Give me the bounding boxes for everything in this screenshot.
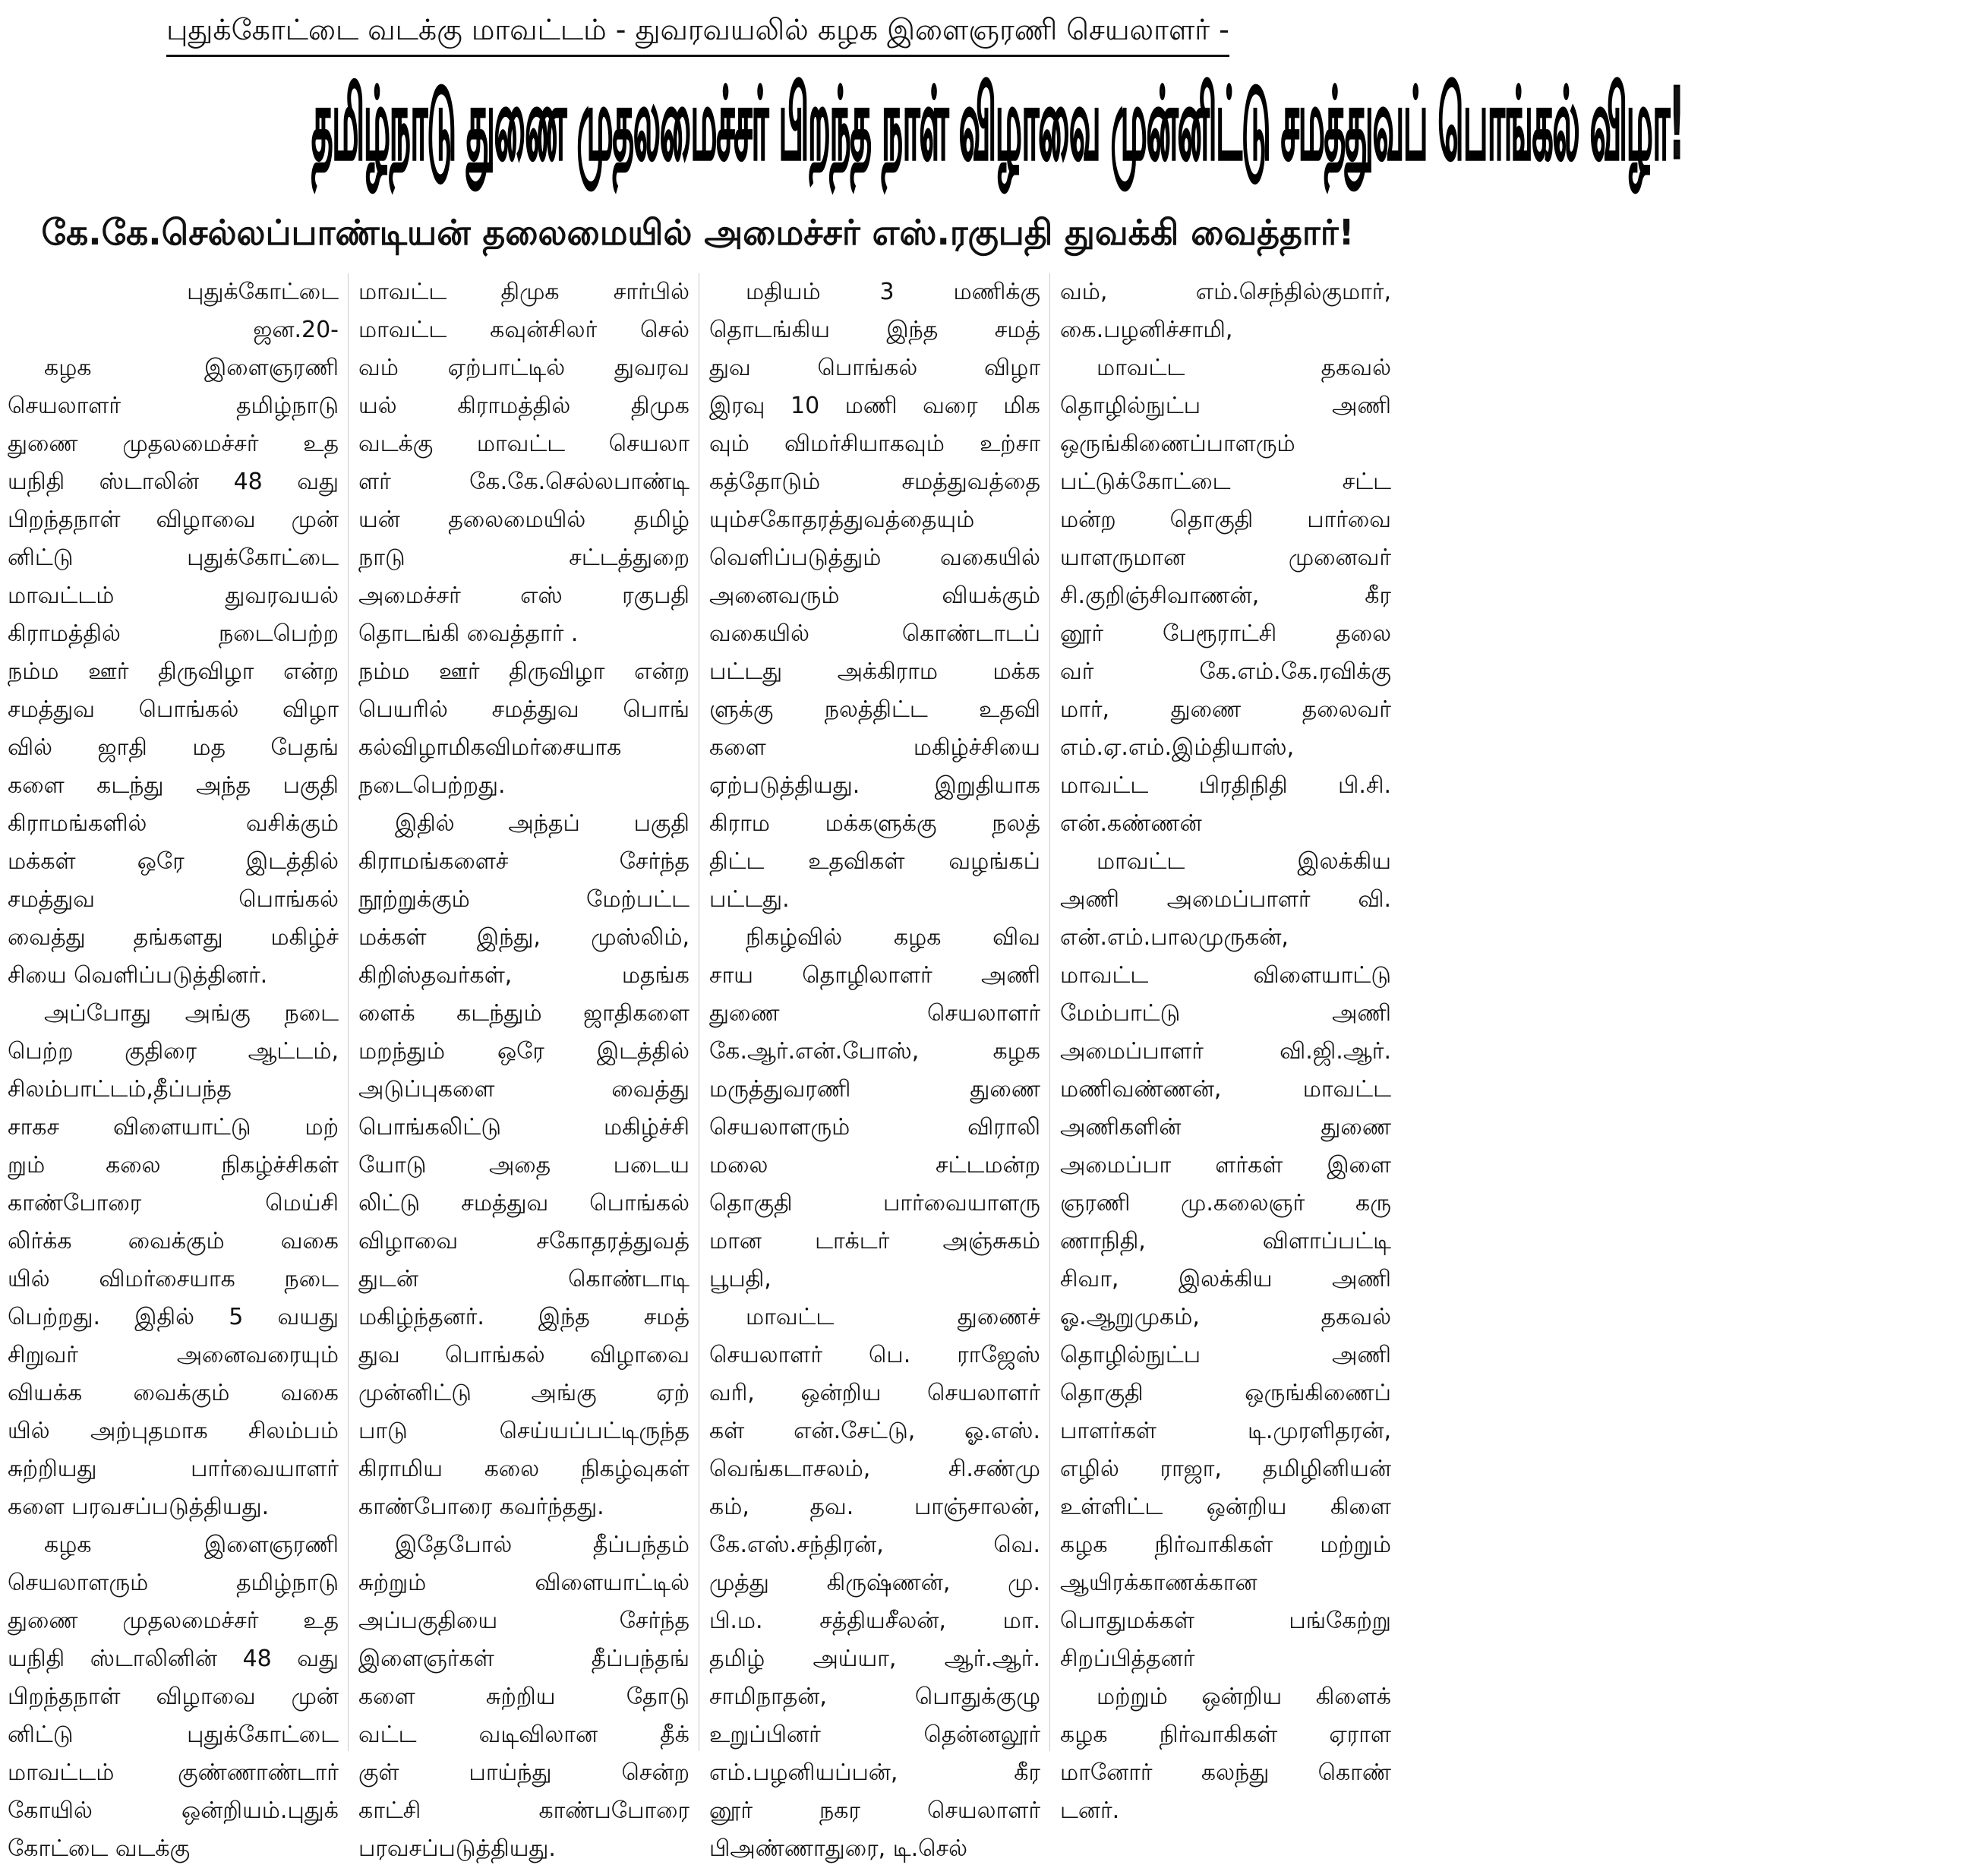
article-line: மறந்தும் ஒரே இடத்தில் [358, 1038, 689, 1065]
article-line: கழக இளைஞரணி [44, 1532, 339, 1558]
article-line: னிட்டு புதுக்கோட்டை [8, 544, 339, 571]
article-line: பிறந்தநாள் விழாவை முன் [8, 1683, 339, 1710]
article-line: துணை முதலமைச்சர் உத [8, 1608, 339, 1634]
article-line: களை சுற்றிய தோடு [358, 1683, 689, 1710]
article-line: பெற்ற குதிரை ஆட்டம், [8, 1038, 339, 1065]
article-line: லிட்டு சமத்துவ பொங்கல் [358, 1190, 689, 1216]
article-line: சி.குறிஞ்சிவாணன், கீர [1060, 582, 1391, 609]
article-line: யல் கிராமத்தில் திமுக [358, 393, 689, 419]
article-line: தொடங்கிய இந்த சமத் [709, 317, 1040, 343]
article-line: பரவசப்படுத்தியது. [358, 1835, 556, 1862]
article-line: பட்டது. [709, 886, 790, 913]
article-line: மான டாக்டர் அஞ்சுகம் [709, 1228, 1040, 1254]
article-line: பி.ம. சத்தியசீலன், மா. [709, 1608, 1040, 1634]
article-line: வடக்கு மாவட்ட செயலா [358, 431, 689, 457]
article-line: வியக்க வைக்கும் வகை [8, 1380, 339, 1406]
article-line: டனர். [1060, 1797, 1120, 1824]
article-line: ஏற்படுத்தியது. இறுதியாக [709, 772, 1040, 799]
article-line: மாவட்டம் குண்ணாண்டார் [8, 1759, 339, 1786]
article-line: மலை சட்டமன்ற [709, 1152, 1040, 1179]
article-line: நாடு சட்டத்துறை [358, 544, 689, 571]
article-line: பெயரில் சமத்துவ பொங் [358, 696, 689, 723]
article-line: சுற்றும் விளையாட்டில் [358, 1570, 689, 1596]
article-line: வைத்து தங்களது மகிழ்ச் [8, 924, 339, 951]
article-line: சிவா, இலக்கிய அணி [1060, 1266, 1391, 1292]
article-line: னூர் பேரூராட்சி தலை [1060, 620, 1391, 647]
article-body [8, 273, 1391, 1862]
article-line: மன்ற தொகுதி பார்வை [1060, 506, 1391, 533]
article-column-1 [8, 273, 339, 1862]
article-line: மாவட்ட பிரதிநிதி பி.சி. [1060, 772, 1391, 799]
article-line: னிட்டு புதுக்கோட்டை [8, 1721, 339, 1748]
article-line: பாளர்கள் டி.முரளிதரன், [1060, 1418, 1391, 1444]
article-line: அணி அமைப்பாளர் வி. [1060, 886, 1391, 913]
article-line: களை பரவசப்படுத்தியது. [8, 1494, 270, 1520]
article-line: இதில் அந்தப் பகுதி [395, 810, 689, 837]
article-line: மக்கள் ஒரே இடத்தில் [8, 848, 339, 875]
article-line: பொதுமக்கள் பங்கேற்று [1060, 1608, 1391, 1634]
article-line: கள் என்.சேட்டு, ஓ.எஸ். [709, 1418, 1040, 1444]
article-line: சமத்துவ பொங்கல் [8, 886, 339, 913]
article-line: அமைப்பா ளர்கள் இளை [1060, 1152, 1391, 1179]
article-column-3 [709, 273, 1040, 1862]
article-line: மாவட்ட கவுன்சிலர் செல் [358, 317, 689, 343]
article-line: கழக நிர்வாகிகள் ஏராள [1060, 1721, 1391, 1748]
article-line: கிராமங்களில் வசிக்கும் [8, 810, 339, 837]
article-line: மேம்பாட்டு அணி [1060, 1000, 1391, 1027]
article-line: மக்கள் இந்து, முஸ்லிம், [358, 924, 689, 951]
article-line: ஒருங்கிணைப்பாளரும் [1060, 431, 1295, 457]
article-line: சாய தொழிலாளர் அணி [709, 962, 1040, 989]
article-line: வர் கே.எம்.கே.ரவிக்கு [1060, 658, 1391, 685]
article-line: கோயில் ஒன்றியம்.புதுக் [8, 1797, 339, 1824]
article-line: கிராமங்களைச் சேர்ந்த [358, 848, 689, 875]
article-line: வெளிப்படுத்தும் வகையில் [709, 544, 1040, 571]
article-line: செயலாளர் தமிழ்நாடு [8, 393, 339, 419]
article-line: எம்.பழனியப்பன், கீர [709, 1759, 1040, 1786]
article-column-4 [1060, 273, 1391, 1824]
article-line: செயலாளரும் தமிழ்நாடு [8, 1570, 339, 1596]
article-line: ணாநிதி, விளாப்பட்டி [1060, 1228, 1391, 1254]
article-line: பட்டுக்கோட்டை சட்ட [1060, 469, 1391, 495]
article-line: றும் கலை நிகழ்ச்சிகள் [8, 1152, 339, 1179]
article-line: கை.பழனிச்சாமி, [1060, 317, 1233, 343]
article-line: சமத்துவ பொங்கல் விழா [8, 696, 339, 723]
article-line: ளர் கே.கே.செல்லபாண்டி [358, 469, 689, 495]
article-line: வம், எம்.செந்தில்குமார், [1060, 279, 1391, 305]
article-line: கோட்டை வடக்கு [8, 1835, 191, 1862]
article-line: சியை வெளிப்படுத்தினர். [8, 962, 268, 989]
article-line: ஜன.20- [253, 317, 339, 343]
article-line: மணிவண்ணன், மாவட்ட [1060, 1076, 1391, 1103]
article-line: காண்போரை கவர்ந்தது. [358, 1494, 604, 1520]
article-line: நடைபெற்றது. [358, 772, 506, 799]
article-line: திட்ட உதவிகள் வழங்கப் [709, 848, 1040, 875]
article-line: வும் விமர்சியாகவும் உற்சா [709, 431, 1040, 457]
article-line: அனைவரும் வியக்கும் [709, 582, 1040, 609]
headline-text: தமிழ்நாடு துணை முதலமைச்சர் பிறந்த நாள் விழாவை முன்னிட்டு சமத்துவப் பொங்கல் விழா! [311, 65, 1684, 182]
article-line: அப்போது அங்கு நடை [44, 1000, 339, 1027]
article-line: கே.எஸ்.சந்திரன், வெ. [709, 1532, 1040, 1558]
article-line: பிறந்தநாள் விழாவை முன் [8, 506, 339, 533]
article-line: குள் பாய்ந்து சென்ற [358, 1759, 689, 1786]
article-line: அடுப்புகளை வைத்து [358, 1076, 689, 1103]
article-line: யன் தலைமையில் தமிழ் [358, 506, 689, 533]
article-line: பொங்கலிட்டு மகிழ்ச்சி [358, 1114, 689, 1141]
subheadline: கே.கே.செல்லப்பாண்டியன் தலைமையில் அமைச்சர் எஸ்.ரகுபதி துவக்கி வைத்தார்! [41, 212, 1355, 253]
article-line: கிராம மக்களுக்கு நலத் [709, 810, 1040, 837]
article-line: பெற்றது. இதில் 5 வயது [8, 1304, 339, 1330]
article-line: முத்து கிருஷ்ணன், மு. [709, 1570, 1040, 1596]
article-line: கல்விழாமிகவிமர்சையாக [358, 734, 622, 761]
article-line: வம் ஏற்பாட்டில் துவரவ [358, 355, 689, 381]
article-line: வட்ட வடிவிலான தீக் [358, 1721, 689, 1748]
article-line: தொழில்நுட்ப அணி [1060, 393, 1391, 419]
article-line: புதுக்கோட்டை [187, 279, 339, 305]
article-line: ஓ.ஆறுமுகம், தகவல் [1060, 1304, 1391, 1330]
article-line: உள்ளிட்ட ஒன்றிய கிளை [1060, 1494, 1391, 1520]
kicker-text: புதுக்கோட்டை வடக்கு மாவட்டம் - துவரவயலில் கழக இளைஞரணி செயலாளர் - [166, 6, 1229, 57]
article-line: கே.ஆர்.என்.போஸ், கழக [709, 1038, 1040, 1065]
article-line: கிராமிய கலை நிகழ்வுகள் [358, 1456, 689, 1482]
article-line: சாமிநாதன், பொதுக்குழு [709, 1683, 1040, 1710]
article-line: நிகழ்வில் கழக விவ [746, 924, 1040, 951]
article-line: துணை முதலமைச்சர் உத [8, 431, 339, 457]
article-line: தமிழ் அய்யா, ஆர்.ஆர். [709, 1646, 1040, 1672]
article-line: துவ பொங்கல் விழாவை [358, 1342, 689, 1368]
article-line: கழக நிர்வாகிகள் மற்றும் [1060, 1532, 1391, 1558]
article-line: வகையில் கொண்டாடப் [709, 620, 1040, 647]
article-line: இரவு 10 மணி வரை மிக [709, 393, 1040, 419]
article-line: பட்டது அக்கிராம மக்க [709, 658, 1040, 685]
article-line: வெங்கடாசலம், சி.சண்மு [709, 1456, 1040, 1482]
article-line: எழில் ராஜா, தமிழினியன் [1060, 1456, 1391, 1482]
article-line: பிஅண்ணாதுரை, டி.செல் [709, 1835, 967, 1862]
article-line: மாவட்ட விளையாட்டு [1060, 962, 1391, 989]
article-line: துணை செயலாளர் [709, 1000, 1040, 1027]
article-line: கம், தவ. பாஞ்சாலன், [709, 1494, 1040, 1520]
article-line: இளைஞர்கள் தீப்பந்தங் [358, 1646, 689, 1672]
article-line: மாவட்ட தகவல் [1097, 355, 1391, 381]
article-line: தொகுதி ஒருங்கிணைப் [1060, 1380, 1391, 1406]
article-line: சாகச விளையாட்டு மற் [8, 1114, 339, 1141]
article-line: துடன் கொண்டாடி [358, 1266, 689, 1292]
article-line: யோடு அதை படைய [358, 1152, 689, 1179]
article-line: தொகுதி பார்வையாளரு [709, 1190, 1040, 1216]
article-line: அமைச்சர் எஸ் ரகுபதி [358, 582, 689, 609]
article-line: மதியம் 3 மணிக்கு [746, 279, 1040, 305]
article-line: மாவட்ட திமுக சார்பில் [358, 279, 689, 305]
article-line: செயலாளரும் விராலி [709, 1114, 1040, 1141]
article-line: கிறிஸ்தவர்கள், மதங்க [358, 962, 689, 989]
article-line: மற்றும் ஒன்றிய கிளைக் [1097, 1683, 1391, 1710]
article-line: செயலாளர் பெ. ராஜேஸ் [709, 1342, 1040, 1368]
article-line: மாவட்ட இலக்கிய [1097, 848, 1391, 875]
article-line: சுற்றியது பார்வையாளர் [8, 1456, 339, 1482]
article-line: விழாவை சகோதரத்துவத் [358, 1228, 689, 1254]
article-line: காண்போரை மெய்சி [8, 1190, 339, 1216]
article-line: இதேபோல் தீப்பந்தம் [395, 1532, 689, 1558]
article-line: யநிதி ஸ்டாலின் 48 வது [8, 469, 339, 495]
article-line: என்.எம்.பாலமுருகன், [1060, 924, 1289, 951]
article-line: உறுப்பினர் தென்னலூர் [709, 1721, 1040, 1748]
article-line: ளுக்கு நலத்திட்ட உதவி [709, 696, 1040, 723]
article-line: கத்தோடும் சமத்துவத்தை [709, 469, 1040, 495]
article-line: காட்சி காண்பபோரை [358, 1797, 689, 1824]
article-line: யில் விமர்சையாக நடை [8, 1266, 339, 1292]
article-line: கிராமத்தில் நடைபெற்ற [8, 620, 339, 647]
article-line: தொடங்கி வைத்தார் . [358, 620, 579, 647]
article-line: மாவட்டம் துவரவயல் [8, 582, 339, 609]
article-line: பாடு செய்யப்பட்டிருந்த [358, 1418, 689, 1444]
article-line: மாவட்ட துணைச் [746, 1304, 1040, 1330]
article-line: நம்ம ஊர் திருவிழா என்ற [8, 658, 339, 685]
article-line: சிறப்பித்தனர் [1060, 1646, 1195, 1672]
article-line: அணிகளின் துணை [1060, 1114, 1391, 1141]
article-line: மானோர் கலந்து கொண் [1060, 1759, 1391, 1786]
article-line: யாளருமான முனைவர் [1060, 544, 1391, 571]
article-line: கழக இளைஞரணி [44, 355, 339, 381]
article-line: யும்சகோதரத்துவத்தையும் [709, 506, 975, 533]
article-line: பூபதி, [709, 1266, 772, 1292]
article-line: ஞரணி மு.கலைஞர் கரு [1060, 1190, 1391, 1216]
article-line: களை மகிழ்ச்சியை [709, 734, 1040, 761]
article-line: மகிழ்ந்தனர். இந்த சமத் [358, 1304, 689, 1330]
article-line: வரி, ஒன்றிய செயலாளர் [709, 1380, 1040, 1406]
article-line: வில் ஜாதி மத பேதங் [8, 734, 339, 761]
article-line: யில் அற்புதமாக சிலம்பம் [8, 1418, 339, 1444]
article-line: துவ பொங்கல் விழா [709, 355, 1040, 381]
article-line: சிறுவர் அனைவரையும் [8, 1342, 339, 1368]
article-line: முன்னிட்டு அங்கு ஏற் [358, 1380, 689, 1406]
article-line: நூற்றுக்கும் மேற்பட்ட [358, 886, 689, 913]
article-line: மார், துணை தலைவர் [1060, 696, 1391, 723]
article-line: மருத்துவரணி துணை [709, 1076, 1040, 1103]
article-line: னூர் நகர செயலாளர் [709, 1797, 1040, 1824]
headline [8, 64, 1684, 185]
article-line: லிர்க்க வைக்கும் வகை [8, 1228, 339, 1254]
article-line: அப்பகுதியை சேர்ந்த [358, 1608, 689, 1634]
article-line: நம்ம ஊர் திருவிழா என்ற [358, 658, 689, 685]
article-line: சிலம்பாட்டம்,தீப்பந்த [8, 1076, 232, 1103]
article-line: என்.கண்ணன் [1060, 810, 1202, 837]
article-line: தொழில்நுட்ப அணி [1060, 1342, 1391, 1368]
article-line: ஆயிரக்காணக்கான [1060, 1570, 1257, 1596]
article-line: ளைக் கடந்தும் ஜாதிகளை [358, 1000, 689, 1027]
article-line: யநிதி ஸ்டாலினின் 48 வது [8, 1646, 339, 1672]
article-line: அமைப்பாளர் வி.ஜி.ஆர். [1060, 1038, 1391, 1065]
article-line: களை கடந்து அந்த பகுதி [8, 772, 339, 799]
article-column-2 [358, 273, 689, 1862]
article-line: எம்.ஏ.எம்.இம்தியாஸ், [1060, 734, 1295, 761]
